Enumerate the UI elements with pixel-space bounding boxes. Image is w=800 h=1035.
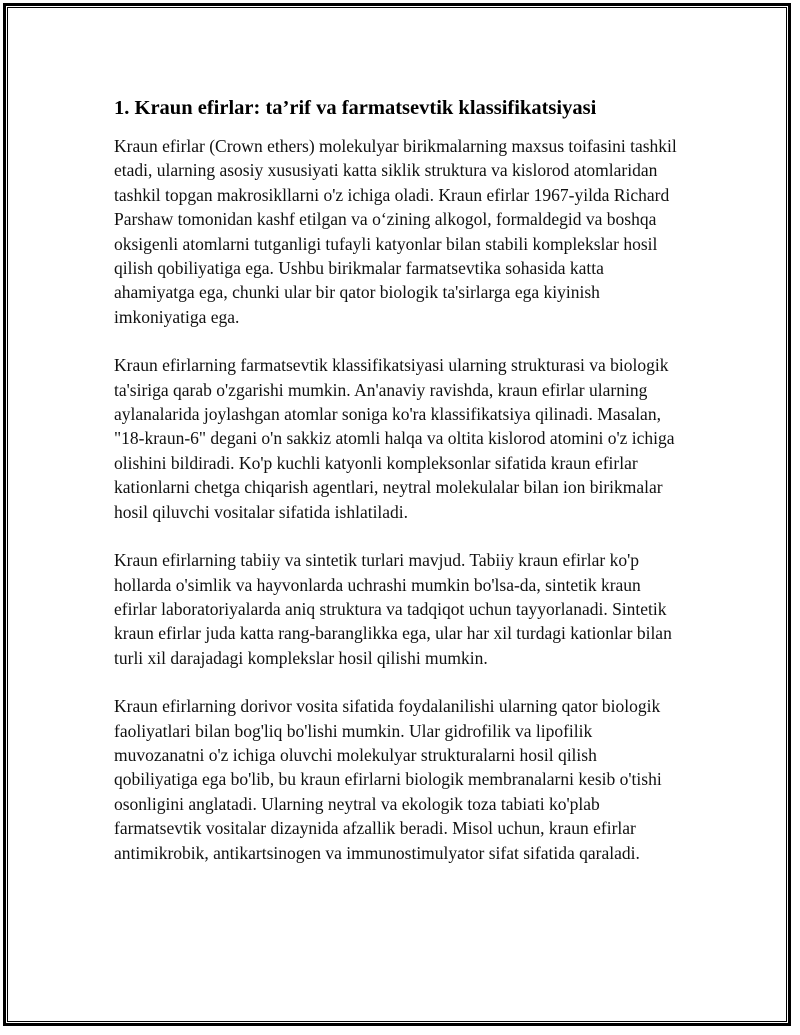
paragraph-4: Kraun efirlarning dorivor vosita sifatida foydalanilishi ularning qator biologik faoliyatlari bilan bog'liq bo'lishi mumkin. Ular gidrofilik va lipofilik muvozanatni o'z ichiga oluvchi molekulyar strukturalarni hosil qilish qobiliyatiga ega bo'lib, bu kraun efirlarni biologik membranalarni kesib o'tishi osonligini anglatadi. Ularning neytral va ekologik toza tabiati ko'plab farmatsevtik vositalar dizaynida afzallik beradi. Misol uchun, kraun efirlar antimikrobik, antikartsinogen va immunostimulyator sifat sifatida qaraladi. [114,696,662,863]
paragraph-2: Kraun efirlarning farmatsevtik klassifikatsiyasi ularning strukturasi va biologik ta'siriga qarab o'zgarishi mumkin. An'anaviy ravishda, kraun efirlar ularning aylanalarida joylashgan atomlar soniga ko'ra klassifikatsiya qilinadi. Masalan, "18-kraun-6" degani o'n sakkiz atomli halqa va oltita kislorod atomini o'z ichiga olishini bildiradi. Ko'p kuchli katyonli kompleksonlar sifatida kraun efirlar kationlarni chetga chiqarish agentlari, neytral molekulalar bilan ion birikmalar hosil qiluvchi vositalar sifatida ishlatiladi. [114,355,675,522]
section-heading: 1. Kraun efirlar: ta’rif va farmatsevtik klassifikatsiyasi [114,97,597,119]
document-body [114,94,684,889]
paragraph-1: Kraun efirlar (Crown ethers) molekulyar birikmalarning maxsus toifasini tashkil etadi, ularning asosiy xususiyati katta siklik struktura va kislorod atomlaridan tashkil topgan makrosikllarni o'z ichiga oladi. Kraun efirlar 1967-yilda Richard Parshaw tomonidan kashf etilgan va o‘zining alkogol, formaldegid va boshqa oksigenli atomlarni tutganligi tufayli katyonlar bilan stabili komplekslar hosil qilish qobiliyatiga ega. Ushbu birikmalar farmatsevtika sohasida katta ahamiyatga ega, chunki ular bir qator biologik ta'sirlarga ega kiyinish imkoniyatiga ega. [114,136,677,327]
paragraph-3: Kraun efirlarning tabiiy va sintetik turlari mavjud. Tabiiy kraun efirlar ko'p hollarda o'simlik va hayvonlarda uchrashi mumkin bo'lsa-da, sintetik kraun efirlar laboratoriyalarda aniq struktura va tadqiqot uchun tayyorlanadi. Sintetik kraun efirlar juda katta rang-baranglikka ega, ular har xil turdagi kationlar bilan turli xil darajadagi komplekslar hosil qilishi mumkin. [114,550,672,668]
